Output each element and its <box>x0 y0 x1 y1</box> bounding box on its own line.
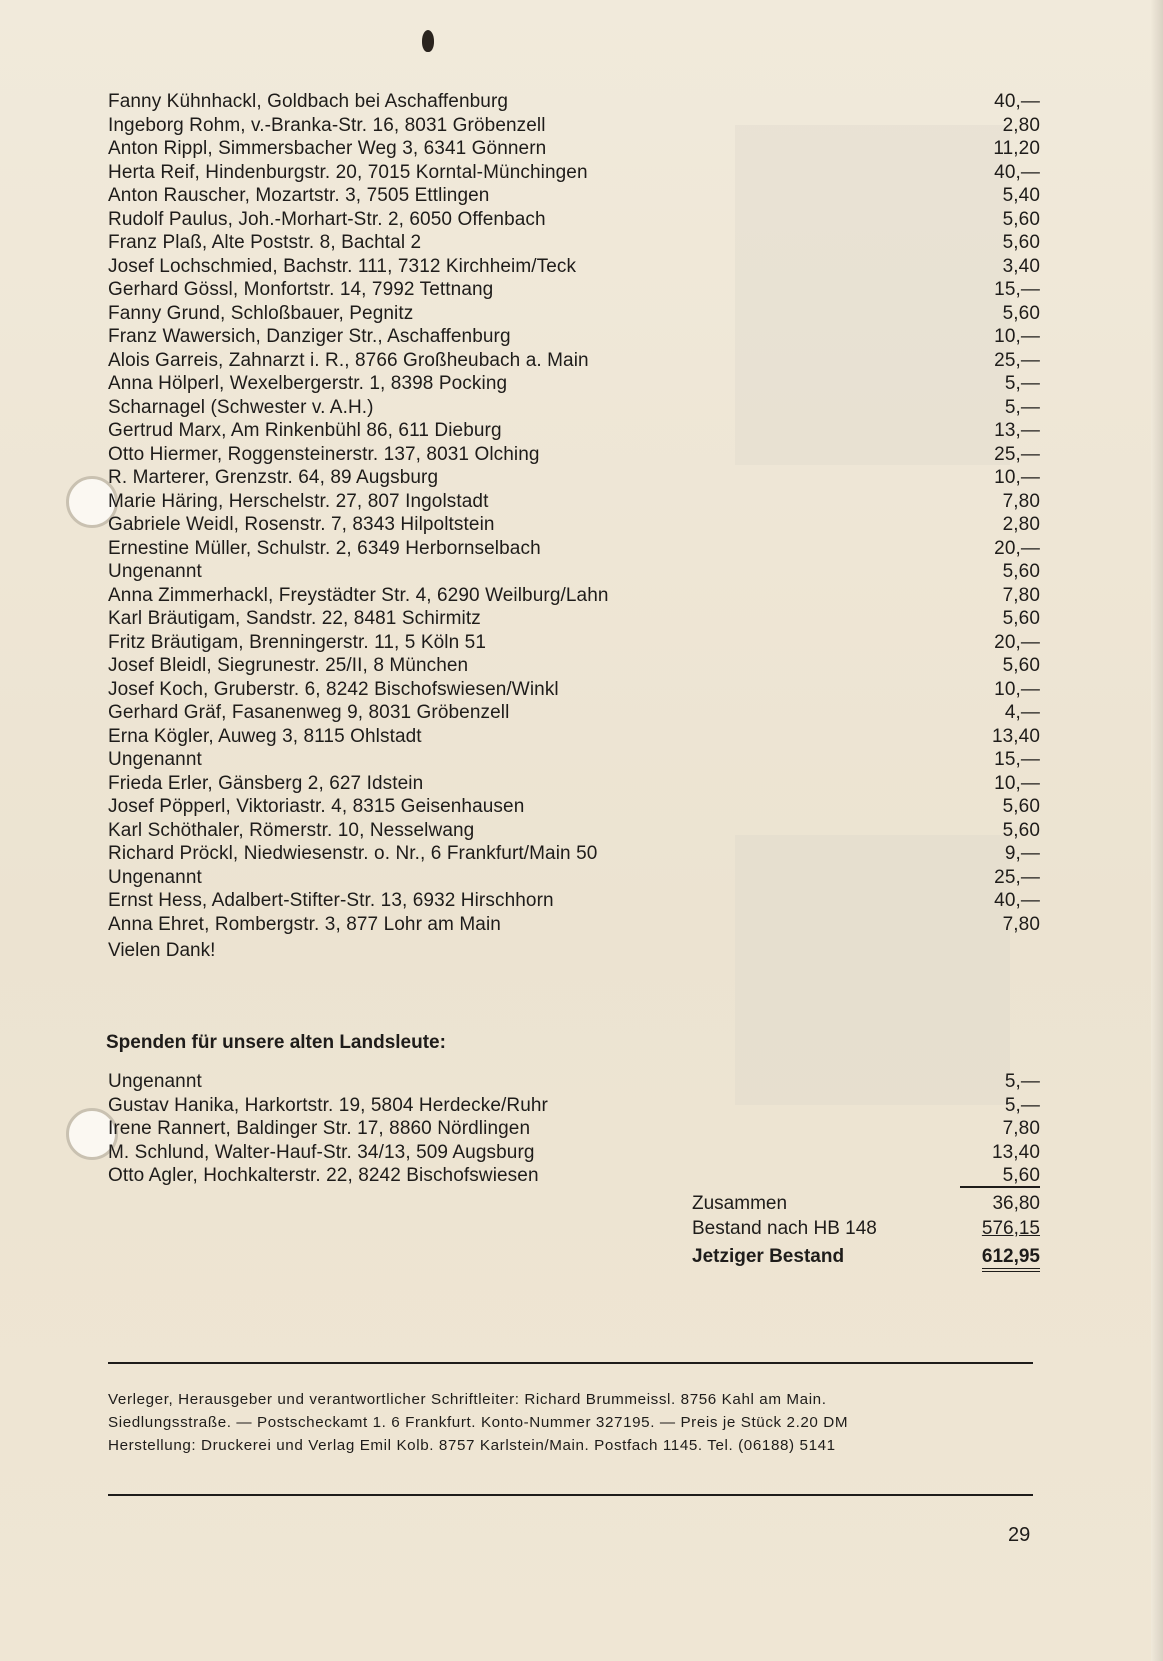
donor-name: Josef Lochschmied, Bachstr. 111, 7312 Kirchheim/Teck <box>108 255 577 277</box>
donor-name: Irene Rannert, Baldinger Str. 17, 8860 Nördlingen <box>108 1118 531 1139</box>
donation-amount: 10,— <box>994 678 1040 700</box>
imprint-line: Siedlungsstraße. — Postscheckamt 1. 6 Frankfurt. Konto-Nummer 327195. — Preis je Stück 2.20 DM <box>108 1414 849 1431</box>
total-amount: 576,15 <box>981 1218 1040 1239</box>
divider <box>108 1494 1033 1496</box>
donation-amount: 13,— <box>994 420 1040 441</box>
donor-name: Rudolf Paulus, Joh.-Morhart-Str. 2, 6050 Offenbach <box>108 208 546 230</box>
donation-amount: 4,— <box>1004 702 1040 723</box>
donation-row <box>108 1141 1040 1165</box>
donation-row <box>108 114 1040 138</box>
donor-name: Ernst Hess, Adalbert-Stifter-Str. 13, 6932 Hirschhorn <box>108 890 554 911</box>
donation-row <box>108 278 1040 302</box>
donation-amount: 5,— <box>1004 373 1040 394</box>
donation-amount: 15,— <box>994 279 1040 300</box>
total-amount: 36,80 <box>992 1193 1040 1214</box>
total-row-previous <box>692 1216 1040 1241</box>
donation-amount: 20,— <box>994 537 1040 559</box>
donor-name: Gerhard Gössl, Monfortstr. 14, 7992 Tettnang <box>108 279 494 300</box>
donor-name: Anna Zimmerhackl, Freystädter Str. 4, 6290 Weilburg/Lahn <box>108 584 609 606</box>
donor-name: Ungenannt <box>108 561 202 582</box>
donation-row <box>108 631 1040 655</box>
total-label: Jetziger Bestand <box>692 1246 845 1267</box>
donation-amount: 25,— <box>994 349 1040 371</box>
page-edge <box>1151 0 1163 1661</box>
donation-row <box>108 1117 1040 1141</box>
ink-mark <box>422 30 434 52</box>
donation-amount: 5,60 <box>1002 561 1040 582</box>
donor-name: Gabriele Weidl, Rosenstr. 7, 8343 Hilpoltstein <box>108 514 495 535</box>
donation-row <box>108 419 1040 443</box>
donation-amount: 7,80 <box>1002 490 1040 512</box>
donation-row <box>108 748 1040 772</box>
donation-list-elderly <box>108 1070 1040 1188</box>
donor-name: Fanny Kühnhackl, Goldbach bei Aschaffenburg <box>108 91 509 112</box>
donation-row <box>108 866 1040 890</box>
donation-row <box>108 396 1040 420</box>
donor-name: Herta Reif, Hindenburgstr. 20, 7015 Korntal-Münchingen <box>108 161 588 183</box>
donation-row <box>108 255 1040 279</box>
donation-amount: 5,40 <box>1002 185 1040 206</box>
donation-amount: 25,— <box>994 443 1040 465</box>
donation-row <box>108 725 1040 749</box>
donor-name: Anton Rauscher, Mozartstr. 3, 7505 Ettlingen <box>108 185 490 206</box>
donor-name: Gerhard Gräf, Fasanenweg 9, 8031 Gröbenzell <box>108 702 510 723</box>
donation-amount: 5,60 <box>1002 302 1040 324</box>
total-row-sum <box>692 1191 1040 1216</box>
donor-name: Karl Bräutigam, Sandstr. 22, 8481 Schirmitz <box>108 608 481 629</box>
total-amount: 612,95 <box>982 1246 1040 1272</box>
donation-amount: 5,60 <box>1002 819 1040 841</box>
imprint <box>108 1388 1038 1457</box>
donation-amount: 10,— <box>994 772 1040 794</box>
donor-name: Karl Schöthaler, Römerstr. 10, Nesselwang <box>108 819 475 841</box>
donor-name: Josef Bleidl, Siegrunestr. 25/II, 8 München <box>108 655 469 676</box>
donor-name: M. Schlund, Walter-Hauf-Str. 34/13, 509 Augsburg <box>108 1141 535 1163</box>
donation-amount: 40,— <box>994 890 1040 911</box>
donor-name: Otto Hiermer, Roggensteinerstr. 137, 8031 Olching <box>108 443 540 465</box>
donation-row <box>108 325 1040 349</box>
donation-amount: 7,80 <box>1002 1118 1040 1139</box>
donation-amount: 40,— <box>994 161 1040 183</box>
donation-row <box>108 795 1040 819</box>
donation-row <box>108 349 1040 373</box>
donor-name: Otto Agler, Hochkalterstr. 22, 8242 Bischofswiesen <box>108 1165 539 1186</box>
donation-row <box>108 208 1040 232</box>
donation-amount: 13,40 <box>991 725 1040 747</box>
donation-amount: 5,60 <box>1002 655 1040 676</box>
total-label: Zusammen <box>692 1193 788 1214</box>
donor-name: Frieda Erler, Gänsberg 2, 627 Idstein <box>108 772 424 794</box>
divider <box>108 1362 1033 1364</box>
donation-amount: 20,— <box>994 631 1040 653</box>
donation-row <box>108 443 1040 467</box>
donor-name: R. Marterer, Grenzstr. 64, 89 Augsburg <box>108 467 439 488</box>
donation-amount: 11,20 <box>993 138 1040 159</box>
imprint-line: Verleger, Herausgeber und verantwortlicher Schriftleiter: Richard Brummeissl. 8756 Kahl am Main. <box>108 1391 827 1408</box>
donation-amount: 10,— <box>994 467 1040 488</box>
donor-name: Alois Garreis, Zahnarzt i. R., 8766 Großheubach a. Main <box>108 349 589 371</box>
donor-name: Franz Wawersich, Danziger Str., Aschaffenburg <box>108 326 511 347</box>
donation-amount: 5,60 <box>1002 796 1040 817</box>
donor-name: Erna Kögler, Auweg 3, 8115 Ohlstadt <box>108 725 422 747</box>
donation-row <box>108 842 1040 866</box>
donation-amount: 3,40 <box>1002 255 1040 277</box>
totals-block <box>692 1191 1040 1269</box>
donation-row <box>108 772 1040 796</box>
donation-row <box>108 161 1040 185</box>
donation-amount: 5,— <box>1004 1094 1040 1116</box>
donor-name: Ungenannt <box>108 866 202 888</box>
donor-name: Ernestine Müller, Schulstr. 2, 6349 Herbornselbach <box>108 537 541 559</box>
donor-name: Anna Ehret, Rombergstr. 3, 877 Lohr am Main <box>108 913 501 935</box>
donor-name: Gertrud Marx, Am Rinkenbühl 86, 611 Dieburg <box>108 420 502 441</box>
donation-amount: 9,— <box>1004 843 1040 864</box>
donation-row <box>108 654 1040 678</box>
donation-row <box>108 678 1040 702</box>
donation-row <box>108 584 1040 608</box>
donation-amount: 10,— <box>994 326 1040 347</box>
donor-name: Ungenannt <box>108 1071 202 1092</box>
donation-row <box>108 466 1040 490</box>
donation-row <box>108 537 1040 561</box>
donation-row <box>108 513 1040 537</box>
donor-name: Scharnagel (Schwester v. A.H.) <box>108 396 374 418</box>
donor-name: Franz Plaß, Alte Poststr. 8, Bachtal 2 <box>108 232 422 253</box>
donation-amount: 2,80 <box>1002 114 1040 136</box>
donation-amount: 13,40 <box>991 1141 1040 1163</box>
donation-amount: 2,80 <box>1002 514 1040 535</box>
donor-name: Marie Häring, Herschelstr. 27, 807 Ingolstadt <box>108 490 489 512</box>
thanks-text: Vielen Dank! <box>108 940 216 961</box>
donation-row <box>108 1070 1040 1094</box>
donation-row <box>108 231 1040 255</box>
donation-amount: 7,80 <box>1002 584 1040 606</box>
donation-amount: 5,— <box>1004 1071 1040 1092</box>
donation-amount: 40,— <box>994 91 1040 112</box>
donor-name: Fritz Bräutigam, Brenningerstr. 11, 5 Köln 51 <box>108 631 486 653</box>
donation-row <box>108 490 1040 514</box>
donor-name: Richard Pröckl, Niedwiesenstr. o. Nr., 6 Frankfurt/Main 50 <box>108 843 598 864</box>
total-row-current <box>692 1244 1040 1269</box>
donor-name: Anton Rippl, Simmersbacher Weg 3, 6341 Gönnern <box>108 138 547 159</box>
donation-row <box>108 302 1040 326</box>
donor-name: Fanny Grund, Schloßbauer, Pegnitz <box>108 302 414 324</box>
donation-row <box>108 1094 1040 1118</box>
section-heading: Spenden für unsere alten Landsleute: <box>106 1032 446 1053</box>
donation-row <box>108 607 1040 631</box>
imprint-line: Herstellung: Druckerei und Verlag Emil Kolb. 8757 Karlstein/Main. Postfach 1145. Tel. (06188) 5141 <box>108 1437 836 1454</box>
donation-amount: 25,— <box>994 866 1040 888</box>
donor-name: Ingeborg Rohm, v.-Branka-Str. 16, 8031 Gröbenzell <box>108 114 546 136</box>
donation-amount: 15,— <box>994 749 1040 770</box>
donation-row <box>108 137 1040 161</box>
donation-row <box>108 372 1040 396</box>
donation-row <box>108 889 1040 913</box>
total-label: Bestand nach HB 148 <box>692 1218 877 1239</box>
donation-row <box>108 184 1040 208</box>
donation-amount: 5,60 <box>1002 232 1040 253</box>
donor-name: Josef Pöpperl, Viktoriastr. 4, 8315 Geisenhausen <box>108 796 525 817</box>
donation-row <box>108 90 1040 114</box>
donation-amount: 5,60 <box>960 1166 1040 1188</box>
donation-amount: 5,60 <box>1002 608 1040 629</box>
donation-row <box>108 701 1040 725</box>
donation-row <box>108 913 1040 937</box>
page-number: 29 <box>1008 1524 1031 1546</box>
donation-row <box>108 560 1040 584</box>
donation-amount: 5,— <box>1004 396 1040 418</box>
donation-row <box>108 1164 1040 1188</box>
donor-name: Anna Hölperl, Wexelbergerstr. 1, 8398 Pocking <box>108 373 508 394</box>
donor-name: Gustav Hanika, Harkortstr. 19, 5804 Herdecke/Ruhr <box>108 1094 548 1116</box>
donor-name: Ungenannt <box>108 749 202 770</box>
donation-list <box>108 90 1040 936</box>
donation-amount: 5,60 <box>1002 208 1040 230</box>
donor-name: Josef Koch, Gruberstr. 6, 8242 Bischofswiesen/Winkl <box>108 678 559 700</box>
donation-amount: 7,80 <box>1002 913 1040 935</box>
donation-row <box>108 819 1040 843</box>
